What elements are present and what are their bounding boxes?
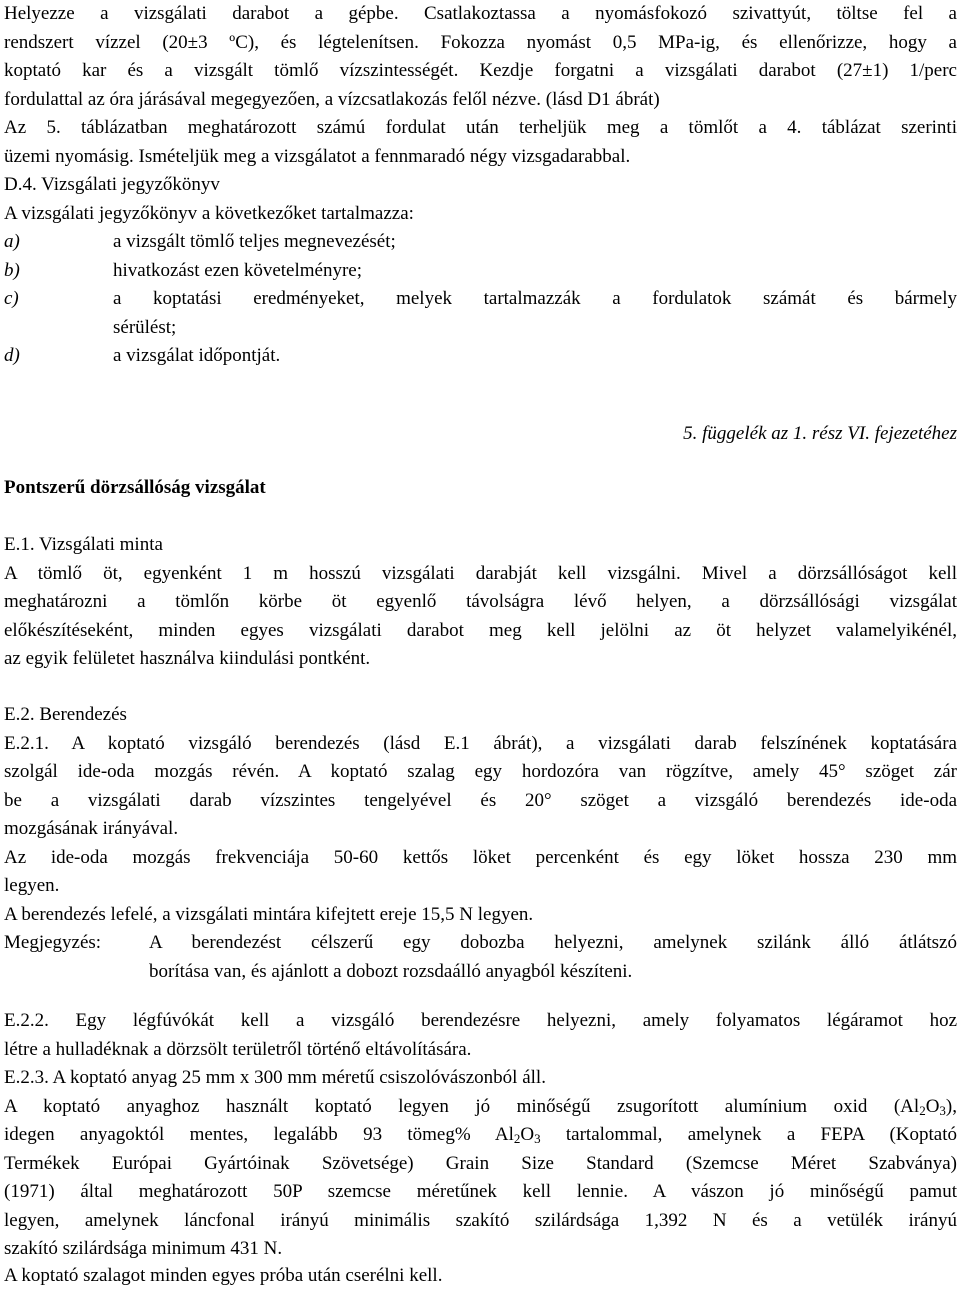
d4-intro: A vizsgálati jegyzőkönyv a következőket tartalmazza: (4, 202, 414, 224)
list-item (4, 285, 957, 342)
text-line: az egyik felületet használva kiindulási pontként. (4, 648, 371, 669)
text-segment: idegen anyagoktól mentes, legalább 93 tömeg% Al (4, 1124, 514, 1145)
text-line: szolgál ide-oda mozgás révén. A koptató szalag egy hordozóra van rögzítve, amely 45° szöget zár (4, 761, 957, 782)
section-title: Pontszerű dörzsállóság vizsgálat (4, 477, 266, 498)
list-marker: c) (4, 288, 19, 309)
text-line: E.2.2. Egy légfúvókát kell a vizsgáló berendezésre helyezni, amely folyamatos légáramot hoz (4, 1010, 957, 1031)
note-label: Megjegyzés: (4, 932, 102, 953)
text-line: meghatározni a tömlőn körbe öt egyenlő távolságra lévő helyen, a dörzsállósági vizsgálat (4, 591, 957, 612)
text-line: E.2.1. A koptató vizsgáló berendezés (lásd E.1 ábrát), a vizsgálati darab felszínének koptatására (4, 732, 957, 754)
text-segment: O (520, 1124, 535, 1145)
e1-heading: E.1. Vizsgálati minta (4, 534, 163, 555)
text-line: Termékek Európai Gyártóinak Szövetsége) Grain Size Standard (Szemcse Méret Szabványa) (4, 1152, 957, 1174)
text-line: rendszert vízzel (20±3 ºC), és légtelenítsen. Fokozza nyomást 0,5 MPa-ig, és ellenőrizze, hogy a (4, 31, 957, 53)
note-text: A berendezést célszerű egy dobozba helyezni, amelynek szilánk álló átlátszó (149, 932, 957, 953)
text-line: Az 5. táblázatban meghatározott számú fordulat után terheljük meg a tömlőt a 4. táblázat szerinti (4, 117, 957, 138)
text-line (4, 1121, 957, 1150)
replace-paragraph: A koptató szalagot minden egyes próba után cserélni kell. (4, 1265, 443, 1286)
text-line: Helyezze a vizsgálati darabot a gépbe. Csatlakoztassa a nyomásfokozó szivattyút, töltse fel a (4, 3, 957, 24)
subscript: 3 (939, 1102, 946, 1118)
subscript: 2 (513, 1131, 521, 1146)
text-line: A tömlő öt, egyenként 1 m hosszú vizsgálati darabját kell vizsgálni. Mivel a dörzsállóságot kell (4, 562, 957, 584)
text-line: be a vizsgálati darab vízszintes tengelyével és 20° szöget a vizsgáló berendezés ide-oda (4, 789, 957, 811)
text-line: koptató kar és a vizsgált tömlő vízszintességét. Kezdje forgatni a vizsgálati darabot (27±1) 1/perc (4, 60, 957, 81)
text-line: (1971) által meghatározott 50P szemcse méretűnek kell lennie. A vászon jó minőségű pamut (4, 1181, 957, 1202)
list-text: sérülést; (113, 316, 177, 338)
note (4, 929, 957, 986)
text-segment: A koptató anyaghoz használt koptató legyen jó minőségű zsugorított alumínium oxid (Al (4, 1095, 920, 1117)
text-line: Az ide-oda mozgás frekvenciája 50-60 kettős löket percenként és egy löket hossza 230 mm (4, 846, 957, 868)
text-line: létre a hulladéknak a dörzsölt területről történő eltávolítására. (4, 1038, 472, 1060)
list-text: a vizsgálat időpontját. (113, 345, 281, 366)
text-segment: ), (945, 1095, 957, 1117)
e2-heading: E.2. Berendezés (4, 704, 127, 725)
list-text: a vizsgált tömlő teljes megnevezését; (113, 231, 396, 252)
e23-paragraph: E.2.3. A koptató anyag 25 mm x 300 mm méretű csiszolóvászonból áll. (4, 1067, 546, 1088)
appendix-reference: 5. függelék az 1. rész VI. fejezetéhez (683, 423, 957, 444)
list-marker: a) (4, 231, 20, 252)
list-text: a koptatási eredményeket, melyek tartalmazzák a fordulatok számát és bármely (113, 288, 957, 309)
text-segment: tartalommal, amelynek a FEPA (Koptató (540, 1124, 957, 1145)
text-line: fordulattal az óra járásával megegyezően, a vízcsatlakozás felől nézve. (lásd D1 ábrát) (4, 88, 660, 110)
note-text: borítása van, és ajánlott a dobozt rozsdaálló anyagból készíteni. (149, 960, 633, 982)
text-line: mozgásának irányával. (4, 818, 179, 839)
text-line: szakító szilárdsága minimum 431 N. (4, 1238, 283, 1259)
text-line: legyen. (4, 875, 60, 896)
text-line: legyen, amelynek láncfonal irányú minimális szakító szilárdsága 1,392 N és a vetülék irányú (4, 1209, 957, 1231)
list-marker: d) (4, 345, 20, 366)
list-marker: b) (4, 259, 20, 281)
text-segment: O (925, 1095, 940, 1117)
text-line: üzemi nyomásig. Ismételjük meg a vizsgálatot a fennmaradó négy vizsgadarabbal. (4, 145, 631, 167)
subscript: 2 (919, 1102, 926, 1118)
subscript: 3 (534, 1131, 541, 1146)
text-line (4, 1093, 957, 1122)
list-text: hivatkozást ezen követelményre; (113, 259, 363, 281)
force-paragraph: A berendezés lefelé, a vizsgálati mintára kifejtett ereje 15,5 N legyen. (4, 903, 534, 925)
d4-heading: D.4. Vizsgálati jegyzőkönyv (4, 174, 220, 195)
text-line: előkészítéseként, minden egyes vizsgálati darabot meg kell jelölni az öt helyzet valamelyikénél, (4, 619, 957, 641)
